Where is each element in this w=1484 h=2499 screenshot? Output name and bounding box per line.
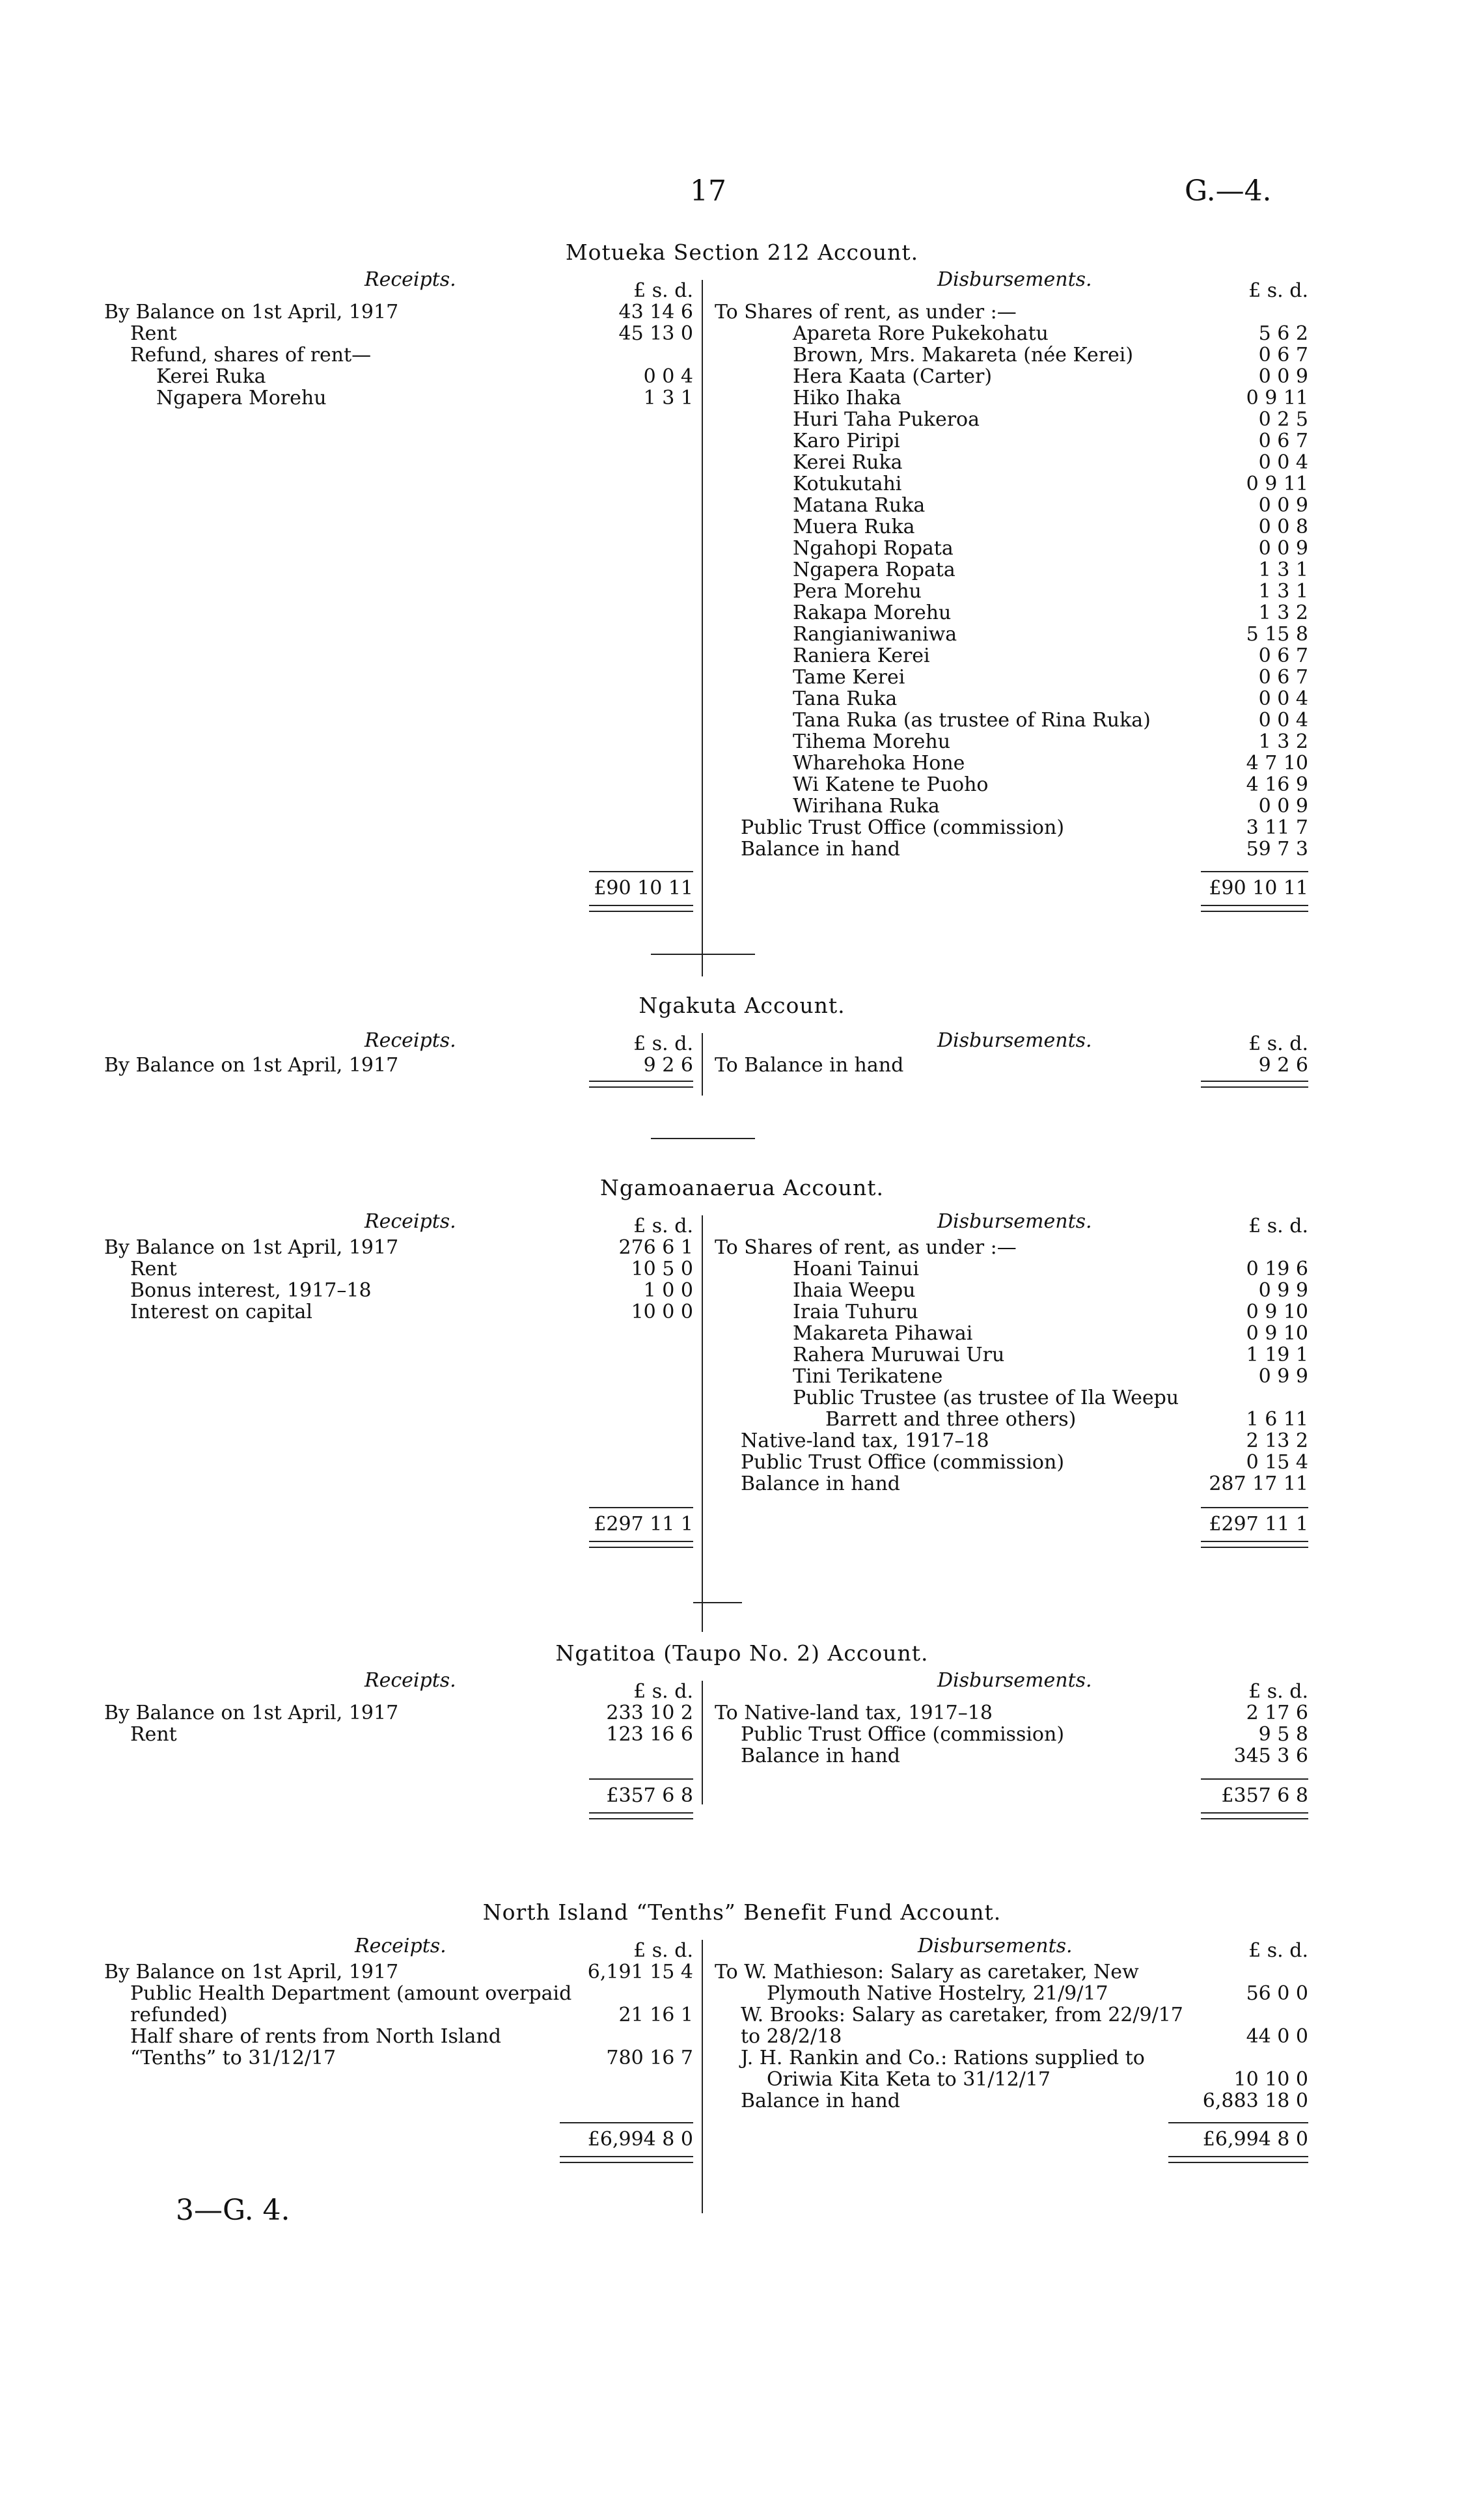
subtotal-rule: [560, 2122, 693, 2123]
currency-header: £ s. d.: [633, 1032, 693, 1055]
receipt-amount: 43 14 6: [618, 301, 693, 324]
receipt-row: Bonus interest, 1917–18: [130, 1279, 372, 1302]
subtotal-rule: [589, 1778, 693, 1780]
disbursement-row: To Balance in hand: [715, 1054, 904, 1077]
receipt-amount: 1 0 0: [643, 1279, 693, 1302]
disbursement-row: Tini Terikatene: [793, 1365, 943, 1388]
receipt-amount: 233 10 2: [606, 1702, 693, 1724]
disbursement-row: Hoani Tainui: [793, 1258, 919, 1280]
disbursement-amount: 4 7 10: [1246, 752, 1308, 775]
subtotal-rule: [1201, 1778, 1308, 1780]
disbursement-amount: 2 17 6: [1246, 1702, 1308, 1724]
disbursement-amount: 0 6 7: [1258, 666, 1308, 689]
receipts-caption: Receipts.: [364, 268, 456, 291]
section-title: Ngamoanaerua Account.: [599, 1175, 885, 1200]
currency-header: £ s. d.: [633, 1680, 693, 1703]
receipts-total: £90 10 11: [594, 877, 693, 900]
disbursement-row: Hera Kaata (Carter): [793, 365, 993, 388]
disbursement-row: W. Brooks: Salary as caretaker, from 22/9/17: [741, 2004, 1183, 2026]
receipt-amount: 780 16 7: [606, 2047, 693, 2069]
disbursement-row: Wirihana Ruka: [793, 795, 940, 818]
disbursement-row: Kotukutahi: [793, 473, 902, 495]
subtotal-rule: [1168, 2122, 1308, 2123]
disbursement-amount: 6,883 18 0: [1202, 2090, 1308, 2112]
disbursement-row: Public Trust Office (commission): [741, 1723, 1065, 1746]
page-number: 17: [690, 174, 726, 208]
subtotal-rule: [589, 1507, 693, 1508]
total-rule: [1201, 1081, 1308, 1088]
disbursement-amount: 0 2 5: [1258, 408, 1308, 431]
disbursement-row: Balance in hand: [741, 838, 901, 861]
column-divider: [702, 1033, 703, 1096]
receipt-row: Rent: [130, 322, 177, 345]
total-rule: [1201, 905, 1308, 912]
disbursement-row: Wharehoka Hone: [793, 752, 965, 775]
disbursement-row: Brown, Mrs. Makareta (née Kerei): [793, 344, 1134, 366]
receipt-amount: 21 16 1: [618, 2004, 693, 2026]
disbursement-amount: 0 19 6: [1246, 1258, 1308, 1280]
receipt-row: Refund, shares of rent—: [130, 344, 372, 366]
receipt-amount: 123 16 6: [606, 1723, 693, 1746]
receipt-row: Half share of rents from North Island: [130, 2025, 501, 2048]
receipts-total: £357 6 8: [606, 1784, 693, 1807]
receipt-row: By Balance on 1st April, 1917: [104, 1054, 399, 1077]
currency-header: £ s. d.: [1248, 1939, 1308, 1962]
disbursement-amount: 0 0 9: [1258, 537, 1308, 560]
currency-header: £ s. d.: [1248, 279, 1308, 302]
disbursement-amount: 1 19 1: [1246, 1344, 1308, 1366]
disbursement-amount: 0 9 9: [1258, 1279, 1308, 1302]
receipt-row: By Balance on 1st April, 1917: [104, 1236, 399, 1259]
disbursement-amount: 10 10 0: [1233, 2068, 1308, 2091]
receipt-row: Interest on capital: [130, 1301, 313, 1323]
disbursement-row: Huri Taha Pukeroa: [793, 408, 980, 431]
section-title: Ngatitoa (Taupo No. 2) Account.: [555, 1640, 929, 1666]
disbursement-row: J. H. Rankin and Co.: Rations supplied to: [741, 2047, 1145, 2069]
currency-header: £ s. d.: [1248, 1032, 1308, 1055]
disbursements-caption: Disbursements.: [937, 1210, 1092, 1233]
disbursement-amount: 9 5 8: [1258, 1723, 1308, 1746]
disbursement-row: Tame Kerei: [793, 666, 905, 689]
disbursement-amount: 0 0 9: [1258, 494, 1308, 517]
section-separator: [722, 1602, 742, 1603]
subtotal-rule: [1201, 871, 1308, 872]
disbursement-amount: 0 6 7: [1258, 344, 1308, 366]
currency-header: £ s. d.: [633, 1939, 693, 1962]
receipts-caption: Receipts.: [364, 1029, 456, 1052]
document-code: G.—4.: [1185, 174, 1272, 208]
disbursement-row: Public Trust Office (commission): [741, 1451, 1065, 1474]
currency-header: £ s. d.: [633, 1215, 693, 1237]
total-rule: [1168, 2156, 1308, 2163]
disbursement-row: Apareta Rore Pukekohatu: [793, 322, 1049, 345]
disbursement-row: Matana Ruka: [793, 494, 926, 517]
receipt-amount: 0 0 4: [643, 365, 693, 388]
disbursement-amount: 0 6 7: [1258, 430, 1308, 452]
disbursement-row: Iraia Tuhuru: [793, 1301, 918, 1323]
disbursement-row: Hiko Ihaka: [793, 387, 901, 409]
subtotal-rule: [1201, 1507, 1308, 1508]
disbursement-row: Wi Katene te Puoho: [793, 773, 989, 796]
disbursement-amount: 4 16 9: [1246, 773, 1308, 796]
disbursement-amount: 0 15 4: [1246, 1451, 1308, 1474]
currency-header: £ s. d.: [1248, 1680, 1308, 1703]
receipt-amount: 45 13 0: [618, 322, 693, 345]
disbursement-row: Karo Piripi: [793, 430, 900, 452]
disbursement-row: Ngapera Ropata: [793, 559, 955, 581]
disbursement-row: Tana Ruka (as trustee of Rina Ruka): [793, 709, 1151, 732]
disbursement-row: Balance in hand: [741, 2090, 901, 2112]
receipt-amount: 9 2 6: [643, 1054, 693, 1077]
section-separator: [651, 1138, 755, 1139]
receipt-row: By Balance on 1st April, 1917: [104, 1961, 399, 1983]
disbursement-row: Tana Ruka: [793, 687, 898, 710]
section-title: Motueka Section 212 Account.: [565, 240, 919, 265]
receipts-caption: Receipts.: [364, 1210, 456, 1233]
disbursement-amount: 2 13 2: [1246, 1429, 1308, 1452]
currency-header: £ s. d.: [633, 279, 693, 302]
receipt-amount: 1 3 1: [643, 387, 693, 409]
receipts-caption: Receipts.: [364, 1669, 456, 1692]
disbursement-amount: 287 17 11: [1209, 1472, 1308, 1495]
column-divider: [702, 280, 703, 976]
receipt-amount: 6,191 15 4: [587, 1961, 693, 1983]
total-rule: [589, 1541, 693, 1548]
receipt-row: Rent: [130, 1723, 177, 1746]
receipt-row: Kerei Ruka: [156, 365, 266, 388]
disbursement-row: Plymouth Native Hostelry, 21/9/17: [767, 1982, 1108, 2005]
disbursement-row: to 28/2/18: [741, 2025, 842, 2048]
disbursement-row: Rangianiwaniwa: [793, 623, 957, 646]
disbursement-row: Raniera Kerei: [793, 644, 930, 667]
receipt-row: Ngapera Morehu: [156, 387, 327, 409]
total-rule: [1201, 1812, 1308, 1819]
disbursement-row: To W. Mathieson: Salary as caretaker, New: [715, 1961, 1139, 1983]
receipt-row: “Tenths” to 31/12/17: [130, 2047, 337, 2069]
disbursement-row: To Native-land tax, 1917–18: [715, 1702, 993, 1724]
disbursement-amount: 345 3 6: [1233, 1745, 1308, 1767]
disbursement-row: Rahera Muruwai Uru: [793, 1344, 1005, 1366]
disbursements-total: £90 10 11: [1209, 877, 1308, 900]
section-title: Ngakuta Account.: [639, 993, 845, 1018]
disbursement-row: Public Trustee (as trustee of Ila Weepu: [793, 1387, 1179, 1409]
disbursements-caption: Disbursements.: [937, 1029, 1092, 1052]
disbursement-amount: 0 9 11: [1246, 473, 1308, 495]
disbursement-amount: 5 15 8: [1246, 623, 1308, 646]
disbursement-amount: 9 2 6: [1258, 1054, 1308, 1077]
disbursement-amount: 0 0 4: [1258, 451, 1308, 474]
disbursement-row: Barrett and three others): [825, 1408, 1077, 1431]
disbursement-row: Balance in hand: [741, 1745, 901, 1767]
section-title: North Island “Tenths” Benefit Fund Account.: [482, 1899, 1002, 1925]
disbursement-row: Oriwia Kita Keta to 31/12/17: [767, 2068, 1051, 2091]
disbursements-total: £357 6 8: [1221, 1784, 1308, 1807]
disbursement-row: Native-land tax, 1917–18: [741, 1429, 989, 1452]
receipts-total: £297 11 1: [594, 1513, 693, 1536]
disbursement-row: To Shares of rent, as under :—: [715, 301, 1017, 324]
disbursement-amount: 44 0 0: [1246, 2025, 1308, 2048]
disbursements-caption: Disbursements.: [937, 268, 1092, 291]
disbursement-row: Public Trust Office (commission): [741, 816, 1065, 839]
receipt-row: By Balance on 1st April, 1917: [104, 1702, 399, 1724]
total-rule: [1201, 1541, 1308, 1548]
disbursement-amount: 5 6 2: [1258, 322, 1308, 345]
disbursement-row: Balance in hand: [741, 1472, 901, 1495]
column-divider: [702, 1681, 703, 1804]
disbursement-amount: 0 6 7: [1258, 644, 1308, 667]
disbursement-row: Rakapa Morehu: [793, 601, 952, 624]
disbursement-row: To Shares of rent, as under :—: [715, 1236, 1017, 1259]
disbursements-total: £297 11 1: [1209, 1513, 1308, 1536]
disbursement-amount: 56 0 0: [1246, 1982, 1308, 2005]
column-divider: [702, 1215, 703, 1632]
disbursement-row: Makareta Pihawai: [793, 1322, 973, 1345]
total-rule: [560, 2156, 693, 2163]
disbursement-amount: 1 3 2: [1258, 601, 1308, 624]
disbursement-row: Kerei Ruka: [793, 451, 903, 474]
disbursement-amount: 0 9 11: [1246, 387, 1308, 409]
disbursement-amount: 0 9 9: [1258, 1365, 1308, 1388]
disbursement-amount: 1 3 2: [1258, 730, 1308, 753]
disbursement-amount: 0 9 10: [1246, 1301, 1308, 1323]
receipt-row: refunded): [130, 2004, 228, 2026]
disbursements-caption: Disbursements.: [937, 1669, 1092, 1692]
disbursement-amount: 0 0 9: [1258, 365, 1308, 388]
disbursement-amount: 1 3 1: [1258, 559, 1308, 581]
disbursement-row: Tihema Morehu: [793, 730, 951, 753]
receipt-row: Rent: [130, 1258, 177, 1280]
disbursement-row: Pera Morehu: [793, 580, 922, 603]
receipt-row: Public Health Department (amount overpaid: [130, 1982, 572, 2005]
receipts-total: £6,994 8 0: [587, 2128, 693, 2151]
disbursement-amount: 0 9 10: [1246, 1322, 1308, 1345]
disbursement-row: Ngahopi Ropata: [793, 537, 954, 560]
disbursement-amount: 59 7 3: [1246, 838, 1308, 861]
receipts-caption: Receipts.: [355, 1935, 447, 1957]
total-rule: [589, 1081, 693, 1088]
disbursement-amount: 0 0 8: [1258, 516, 1308, 538]
subtotal-rule: [589, 871, 693, 872]
receipt-amount: 10 0 0: [631, 1301, 693, 1323]
total-rule: [589, 1812, 693, 1819]
receipt-amount: 10 5 0: [631, 1258, 693, 1280]
receipt-amount: 276 6 1: [618, 1236, 693, 1259]
disbursement-row: Ihaia Weepu: [793, 1279, 916, 1302]
disbursement-amount: 3 11 7: [1246, 816, 1308, 839]
footer-code: 3—G. 4.: [176, 2194, 290, 2227]
currency-header: £ s. d.: [1248, 1215, 1308, 1237]
disbursement-amount: 0 0 9: [1258, 795, 1308, 818]
section-separator: [651, 954, 755, 955]
disbursements-caption: Disbursements.: [918, 1935, 1073, 1957]
disbursement-row: Muera Ruka: [793, 516, 915, 538]
disbursement-amount: 0 0 4: [1258, 687, 1308, 710]
disbursement-amount: 1 3 1: [1258, 580, 1308, 603]
disbursement-amount: 0 0 4: [1258, 709, 1308, 732]
disbursement-amount: 1 6 11: [1246, 1408, 1308, 1431]
column-divider: [702, 1940, 703, 2213]
disbursements-total: £6,994 8 0: [1202, 2128, 1308, 2151]
receipt-row: By Balance on 1st April, 1917: [104, 301, 399, 324]
total-rule: [589, 905, 693, 912]
